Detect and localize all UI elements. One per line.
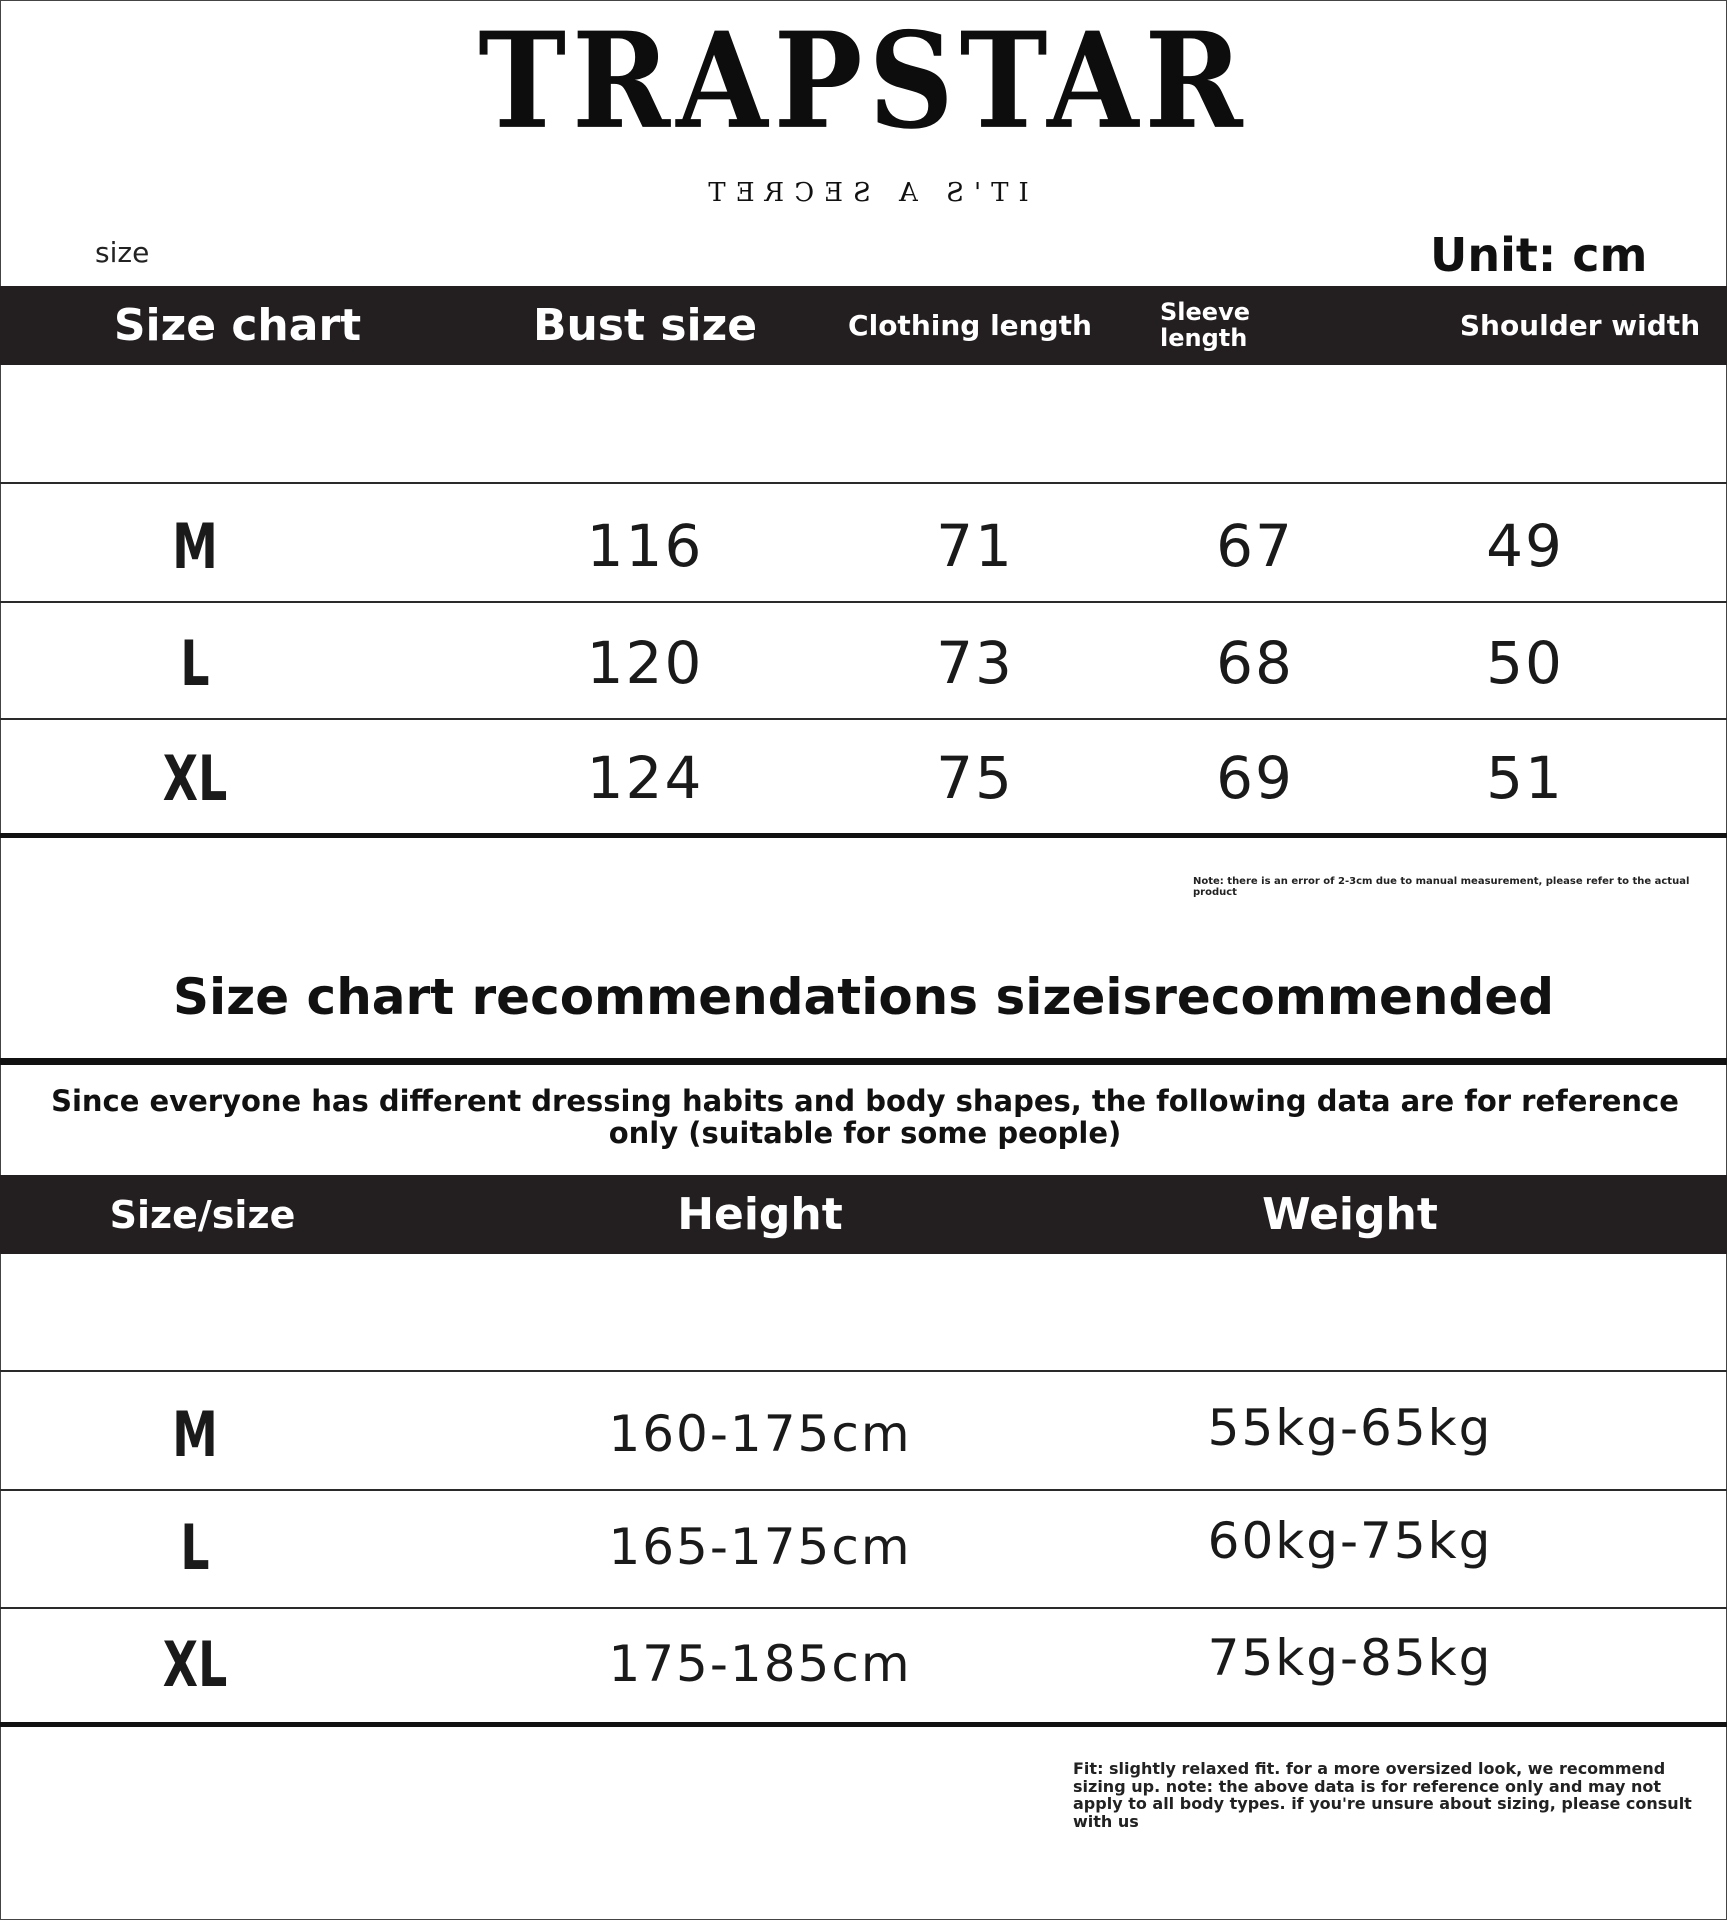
weight-cell: 55kg-65kg [1207,1399,1493,1457]
bust-cell: 116 [586,512,704,580]
recommendation-title: Size chart recommendations sizeisrecommended [172,968,1555,1026]
divider [0,1722,1727,1727]
divider [0,601,1727,603]
measurement-note: Note: there is an error of 2-3cm due to manual measurement, please refer to the actual product [1193,876,1690,898]
size-cell: M [172,1397,218,1471]
unit-label: Unit: cm [1430,228,1648,282]
shoulder-cell: 51 [1486,744,1564,812]
divider [0,482,1727,484]
table-row [0,1376,1727,1492]
sleeve-cell: 69 [1216,744,1294,812]
table-row [0,488,1727,604]
divider [0,1058,1727,1065]
length-cell: 71 [936,512,1014,580]
weight-cell: 75kg-85kg [1207,1629,1493,1687]
header-sleeve-length: Sleeve length [1160,298,1250,352]
size-cell: L [180,1510,210,1584]
bust-cell: 124 [586,744,704,812]
sleeve-cell: 67 [1216,512,1294,580]
height-cell: 165-175cm [608,1518,912,1576]
shoulder-cell: 50 [1486,629,1564,697]
height-cell: 160-175cm [608,1405,912,1463]
length-cell: 73 [936,629,1014,697]
weight-cell: 60kg-75kg [1207,1512,1493,1570]
shoulder-cell: 49 [1486,512,1564,580]
size-cell: L [180,626,210,700]
sleeve-cell: 68 [1216,629,1294,697]
header-clothing-length: Clothing length [848,309,1092,342]
recommendation-description: Since everyone has different dressing habits and body shapes, the following data are for reference only (suitable for some people) [51,1084,1679,1150]
brand-tagline: IT'S A SECRET [698,178,1029,208]
header-size-chart: Size chart [113,300,362,351]
size-chart-header [0,286,1727,365]
header-weight: Weight [1262,1189,1438,1240]
size-cell: XL [162,741,228,815]
header-shoulder-width: Shoulder width [1459,309,1701,342]
table-row [0,1606,1727,1722]
size-cell: M [172,509,218,583]
table-row [0,1489,1727,1605]
table-row [0,720,1727,836]
recommendation-header [0,1175,1727,1254]
bust-cell: 120 [586,629,704,697]
header-height: Height [677,1189,843,1240]
size-label: size [95,236,150,269]
brand-logo: TRAPSTAR [478,2,1249,159]
header-size: Size/size [109,1192,296,1237]
divider [0,833,1727,838]
table-row [0,605,1727,721]
length-cell: 75 [936,744,1014,812]
height-cell: 175-185cm [608,1635,912,1693]
fit-note: Fit: slightly relaxed fit. for a more oversized look, we recommend sizing up. note: the above data is for reference only and may not apply to all body types. if you're unsure about sizing, please consult with us [1073,1759,1692,1831]
size-cell: XL [162,1627,228,1701]
header-bust-size: Bust size [532,300,758,351]
